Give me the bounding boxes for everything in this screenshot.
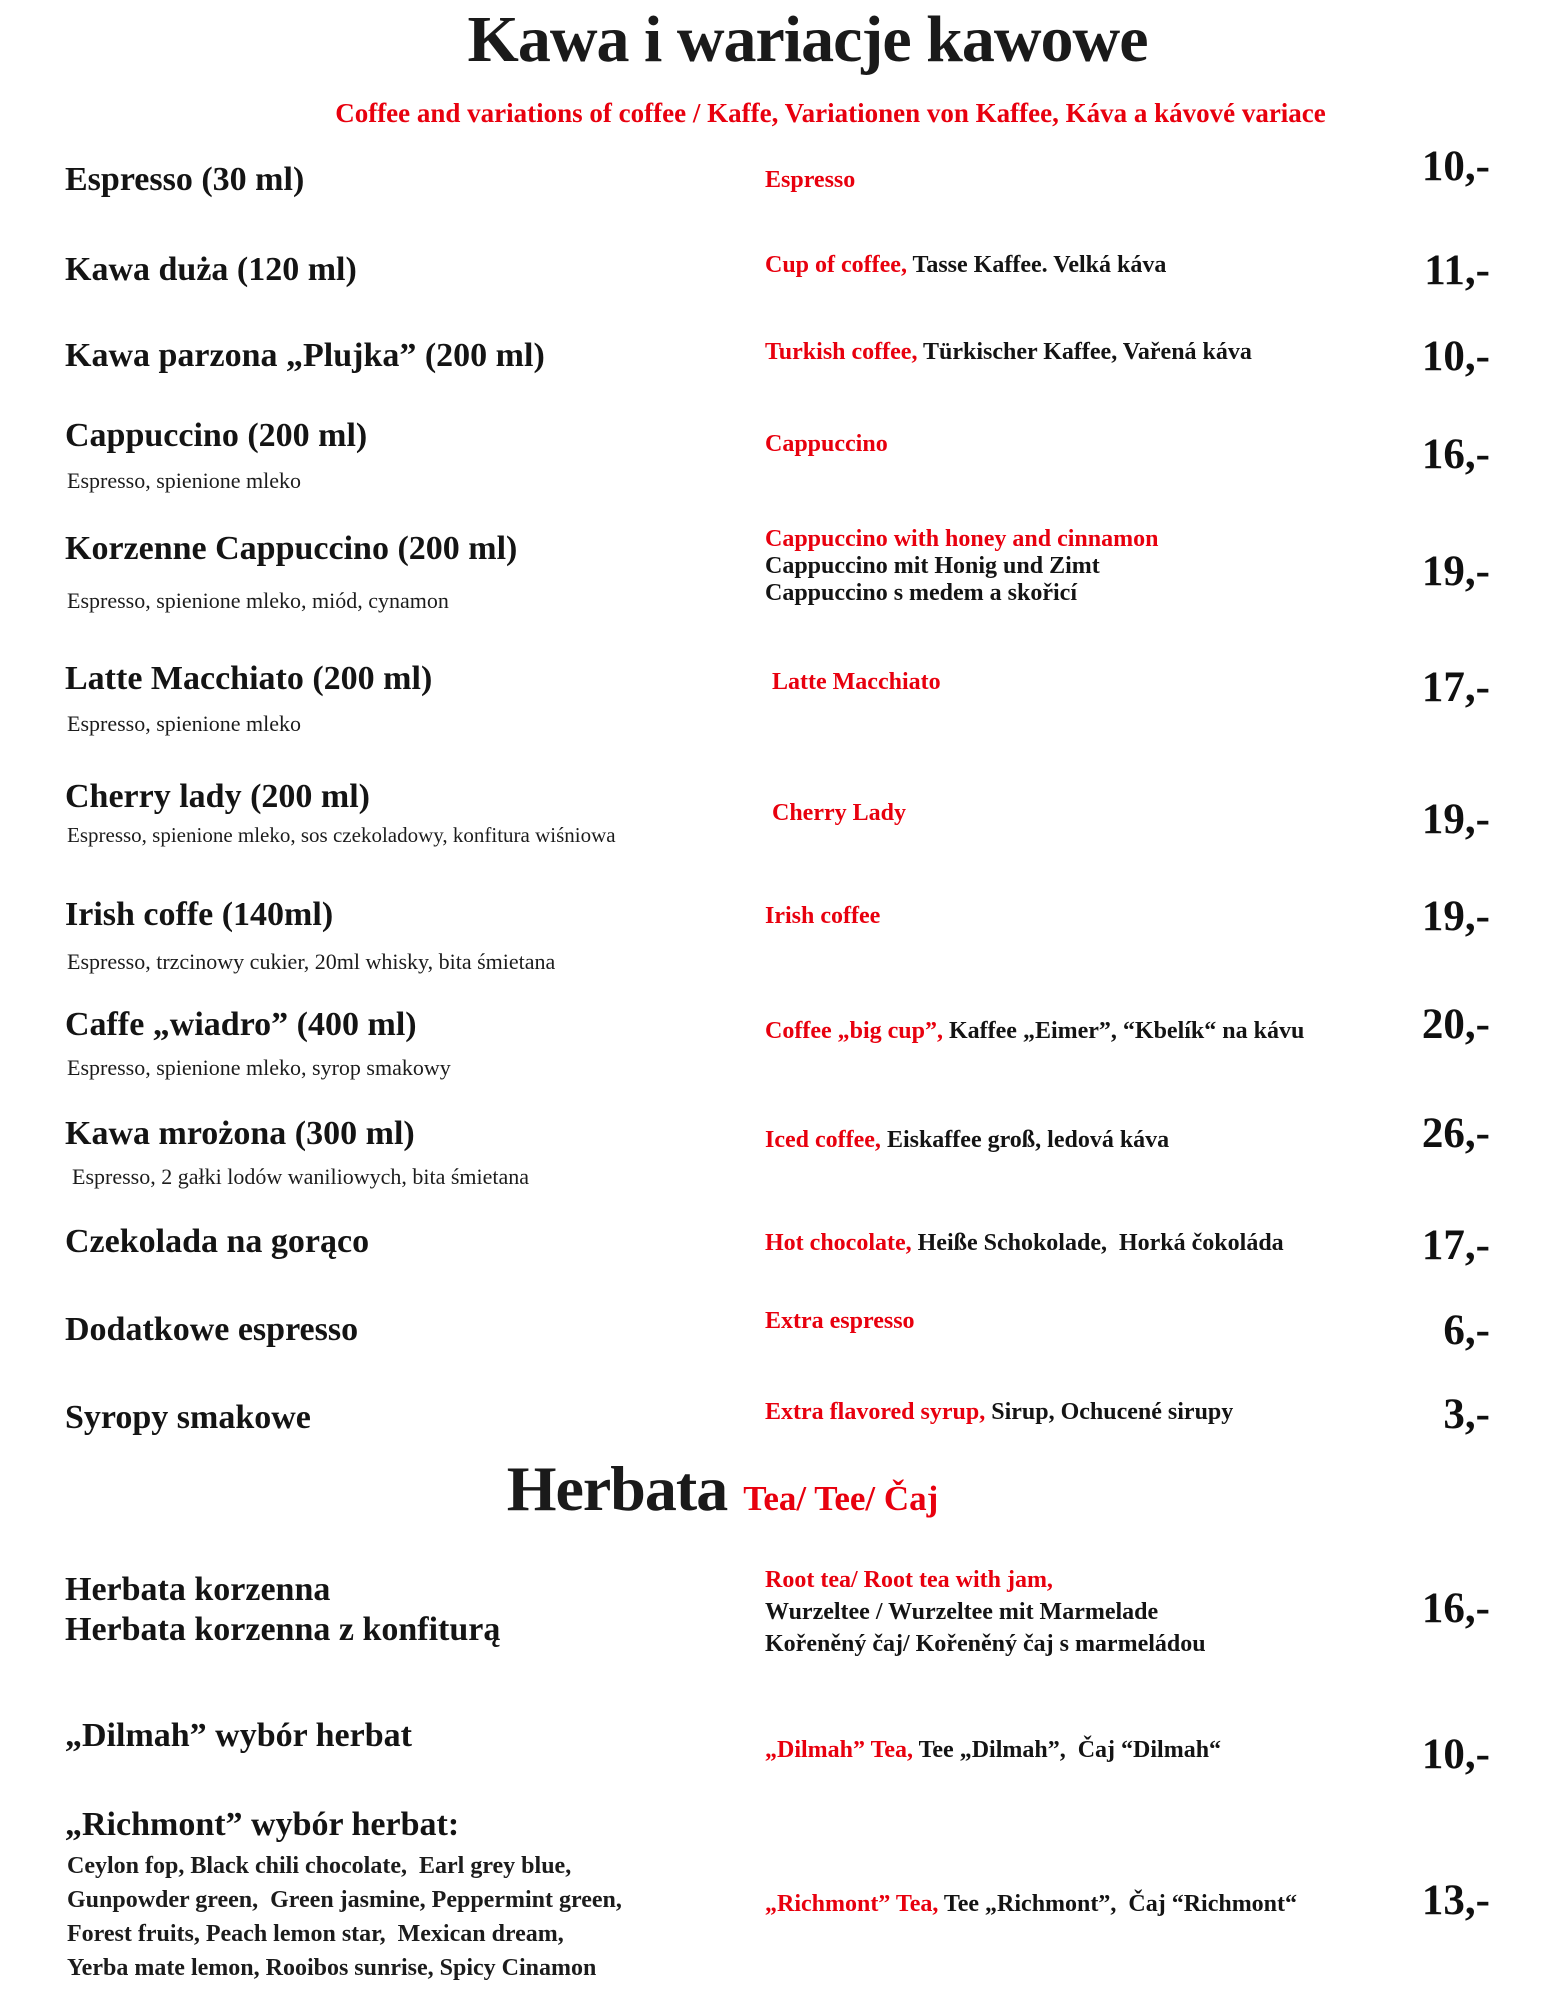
item-translation [765,1891,1297,1918]
translation-rest: Heiße Schokolade, Horká čokoláda [911,1230,1284,1256]
item-name: Espresso (30 ml) [65,161,305,198]
item-name: Irish coffe (140ml) [65,896,334,933]
item-name: Latte Macchiato (200 ml) [65,660,433,697]
translation-rest: Eiskaffee groß, ledová káva [880,1127,1170,1153]
item-name: Herbata korzenna Herbata korzenna z konfiturą [65,1571,501,1648]
translation-red: Cappuccino with honey and cinnamon [765,526,1159,552]
item-translation [765,431,888,458]
translation-red: Cup of coffee, [765,252,907,278]
translation-rest: Kaffee „Eimer”, “Kbelík“ na kávu [942,1018,1305,1044]
menu-title: Kawa i wariacje kawowe [467,3,1148,76]
item-translation [765,1737,1221,1764]
item-description: Espresso, spienione mleko [67,468,302,493]
item-description: Espresso, spienione mleko, miód, cynamon [67,588,449,613]
tea-heading-translation: Tea/ Tee/ Čaj [743,1479,939,1518]
item-price: 17,- [1421,1222,1490,1269]
translation-red: Espresso [765,167,856,193]
item-description: Ceylon fop, Black chili chocolate, Earl grey blue, Gunpowder green, Green jasmine, Peppermint green, Forest fruits, Peach lemon star, Mexican dream, Yerba mate lemon, Rooibos sunrise, Spicy Cinamon [67,1853,622,1981]
item-price: 11,- [1424,247,1490,294]
item-price: 19,- [1421,796,1490,843]
translation-red: „Dilmah” Tea, [765,1737,914,1763]
item-name: Cappuccino (200 ml) [65,417,368,454]
item-translation [765,903,880,930]
translation-rest: Türkischer Kaffee, Vařená káva [917,339,1252,365]
item-name: Kawa parzona „Plujka” (200 ml) [65,337,545,374]
item-translation [765,1127,1169,1154]
tea-heading-text: Herbata [506,1453,728,1524]
item-price: 13,- [1421,1877,1490,1924]
item-description: Espresso, spienione mleko, sos czekoladowy, konfitura wiśniowa [67,823,616,847]
item-description: Espresso, 2 gałki lodów waniliowych, bita śmietana [72,1164,530,1189]
item-name: Korzenne Cappuccino (200 ml) [65,530,518,567]
translation-red: Cappuccino [765,431,888,457]
item-name: Cherry lady (200 ml) [65,778,371,815]
translation-line3: Cappuccino s medem a skořicí [765,580,1077,606]
item-price: 16,- [1421,431,1490,478]
item-price: 19,- [1421,893,1490,940]
item-name: Kawa mrożona (300 ml) [65,1115,415,1152]
item-translation [765,1564,1206,1660]
translation-red: Hot chocolate, [765,1230,912,1256]
item-price: 6,- [1443,1307,1490,1354]
translation-red: Coffee „big cup”, [765,1018,943,1044]
item-translation [772,669,941,696]
item-name-line2: Herbata korzenna z konfiturą [65,1611,501,1648]
item-translation [765,1308,915,1335]
item-price: 19,- [1421,548,1490,595]
item-price: 10,- [1421,333,1490,380]
item-description: Espresso, spienione mleko, syrop smakowy [67,1055,451,1080]
translation-red: „Richmont” Tea, [765,1891,939,1917]
item-price: 20,- [1421,1001,1490,1048]
item-translation [772,800,906,827]
item-price: 17,- [1421,664,1490,711]
translation-rest: Sirup, Ochucené sirupy [985,1399,1234,1425]
item-translation [765,1018,1304,1045]
translation-rest: Tee „Richmont”, Čaj “Richmont“ [938,1891,1298,1917]
translation-red: Extra espresso [765,1308,915,1334]
item-translation [765,339,1252,366]
translation-red: Latte Macchiato [772,669,941,695]
item-description: Espresso, trzcinowy cukier, 20ml whisky, bita śmietana [67,949,556,974]
item-translation [765,252,1166,279]
translation-rest: Tee „Dilmah”, Čaj “Dilmah“ [913,1737,1222,1763]
item-name: Kawa duża (120 ml) [65,251,357,288]
item-name: Caffe „wiadro” (400 ml) [65,1006,417,1043]
item-name: Czekolada na gorąco [65,1223,370,1260]
translation-line2: Cappuccino mit Honig und Zimt [765,553,1100,579]
translation-red: Irish coffee [765,903,881,929]
item-price: 10,- [1421,1731,1490,1778]
item-translation [765,1230,1284,1257]
translation-red: Turkish coffee, [765,339,918,365]
translation-line3: Kořeněný čaj/ Kořeněný čaj s marmeládou [765,1631,1206,1657]
item-name: „Richmont” wybór herbat: [65,1806,460,1843]
tea-section-heading [0,1452,1545,1526]
translation-line2: Wurzeltee / Wurzeltee mit Marmelade [765,1599,1159,1625]
item-price: 10,- [1421,143,1490,190]
item-name: Dodatkowe espresso [65,1311,359,1348]
item-name: „Dilmah” wybór herbat [65,1717,412,1754]
item-name: Syropy smakowe [65,1399,311,1436]
translation-red: Cherry Lady [772,800,906,826]
menu-subtitle: Coffee and variations of coffee / Kaffe, Variationen von Kaffee, Káva a kávové variace [335,98,1326,128]
translation-red: Extra flavored syrup, [765,1399,986,1425]
translation-red: Root tea/ Root tea with jam, [765,1567,1053,1593]
item-translation [765,167,855,194]
item-translation [765,526,1158,607]
translation-rest: Tasse Kaffee. Velká káva [906,252,1167,278]
item-translation [765,1399,1233,1426]
item-price: 26,- [1421,1110,1490,1157]
item-description: Espresso, spienione mleko [67,711,302,736]
item-price: 3,- [1443,1391,1490,1438]
item-price: 16,- [1421,1585,1490,1632]
translation-red: Iced coffee, [765,1127,881,1153]
